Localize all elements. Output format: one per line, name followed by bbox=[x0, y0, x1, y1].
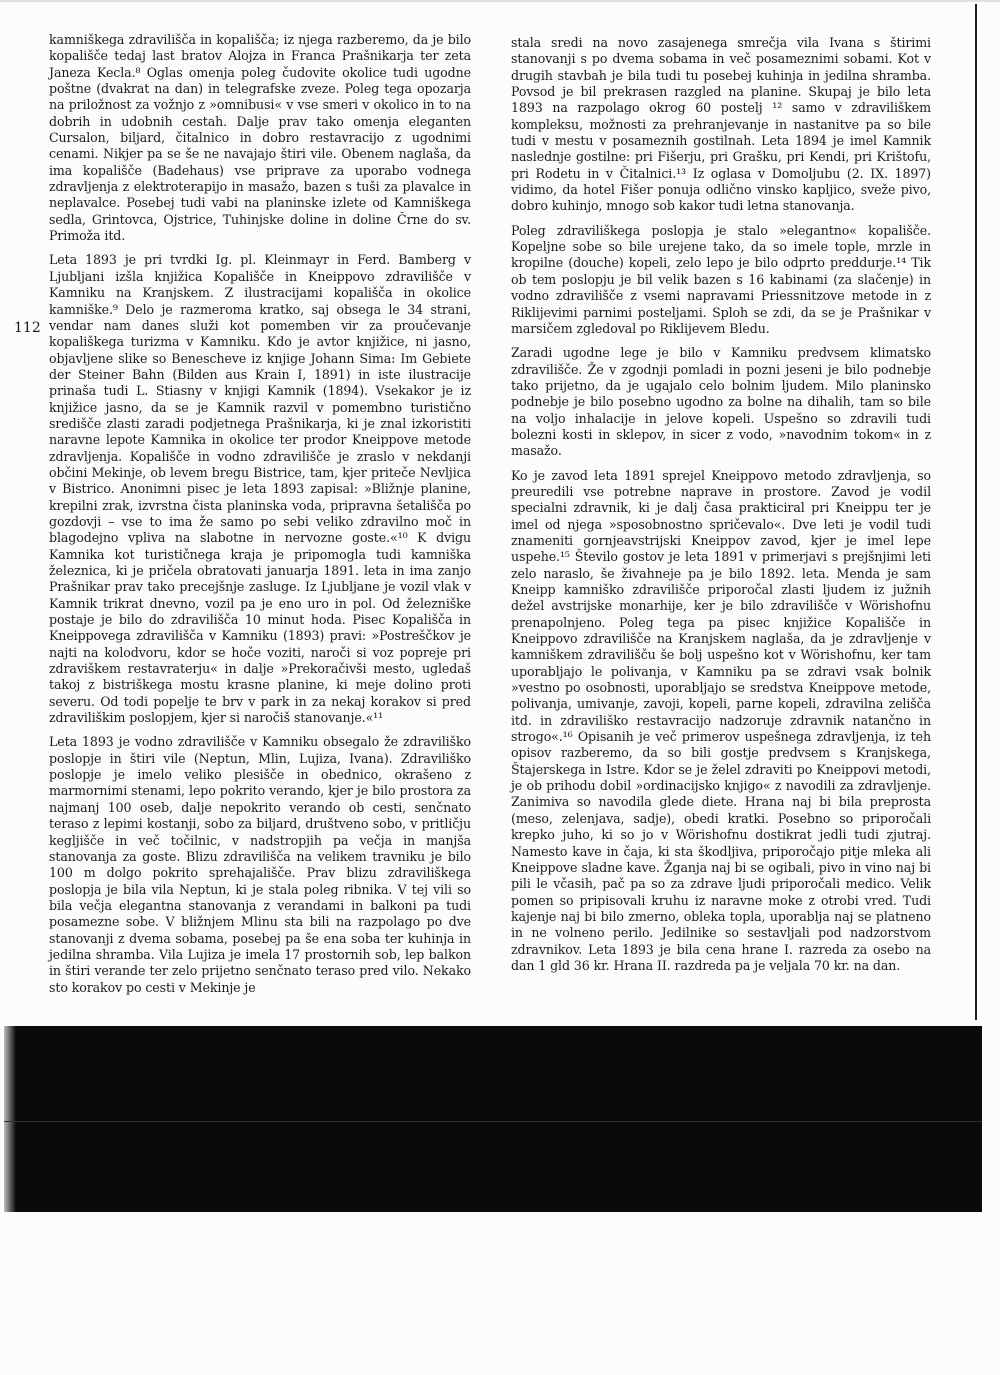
left-column bbox=[49, 32, 471, 1004]
page-number: 112 bbox=[14, 320, 41, 336]
scan-top-edge bbox=[0, 0, 1000, 2]
black-scan-band bbox=[4, 1026, 982, 1212]
paragraph: Leta 1893 je pri tvrdki Ig. pl. Kleinmayr in Ferd. Bamberg v Ljubljani izšla knjižica Kopališče in Kneippovo zdravilišče v Kamniku na Kranjskem. Z ilustracijami kopališča in okolice kamniške.⁹ Delo je razmeroma kratko, saj obsega le 34 strani, vendar nam danes služi kot pomemben vir za proučevanje kopališkega turizma v Kamniku. Kdo je avtor knjižice, ni jasno, objavljene slike so Benescheve iz knjige Johann Sima: Im Gebiete der Steiner Bahn (Bilden aus Krain I, 1891) in iste ilustracije prinaša tudi L. Stiasny v knjigi Kamnik (1894). Vsekakor je iz knjižice jasno, da se je Kamnik razvil v pomembno turistično središče zlasti zaradi podjetnega Prašnikarja, ki je znal izkoristiti naravne lepote Kamnika in okolice ter prodor Kneippove metode zdravljenja. Kopališče in vodno zdravilišče je zraslo v nekdanji občini Mekinje, ob levem bregu Bistrice, tam, kjer priteče Nevljica v Bistrico. Anonimni pisec je leta 1893 zapisal: »Bližnje planine, krepilni zrak, izvrstna čista planinska voda, pripravna šetališča po gozdovji – vse to ima že samo po sebi veliko zdravilno moč in blagodejno vpliva na slabotne in nervozne goste.«¹⁰ K dvigu Kamnika kot turističnega kraja je pripomogla tudi kamniška železnica, ki je pričela obratovati januarja 1891. leta in ima zanjo Prašnikar prav tako precejšnje zasluge. Iz Ljubljane je vozil vlak v Kamnik trikrat dnevno, vozil pa je eno uro in pol. Od železniške postaje je bilo do zdravilišča 10 minut hoda. Pisec Kopališča in Kneippovega zdravilišča v Kamniku (1893) pravi: »Postreščkov je najti na kolodvoru, kdor se hoče voziti, naroči si voz popreje pri zdraviškem restavraterju« in dalje »Prekoračivši mesto, ugledaš takoj z bistriškega mostu krasne planine, ki meje dolino proti severu. Od todi popelje te brv v park in za nekaj korakov si pred zdraviliškim poslopjem, kjer si naročiš stanovanje.«¹¹ bbox=[49, 252, 471, 726]
vertical-rule bbox=[975, 4, 977, 1020]
paragraph: Ko je zavod leta 1891 sprejel Kneippovo metodo zdravljenja, so preuredili vse potrebne naprave in prostore. Zavod je vodil specialni zdravnik, ki je dalj časa prakticiral pri Kneippu ter je imel od njega »sposobnostno spričevalo«. Dve leti je vodil tudi znameniti gornjeavstrijski Kneippov zavod, kjer je imel lepe uspehe.¹⁵ Število gostov je leta 1891 v primerjavi s prejšnjimi leti zelo naraslo, še živahneje pa je bilo 1892. leta. Menda je sam Kneipp kamniško zdravilišče priporočal zlasti ljudem iz južnih dežel avstrijske monarhije, ker je bilo zdravilišče v Wörishofnu prenapolnjeno. Poleg tega pa pisec knjižice Kopališče in Kneippovo zdravilišče na Kranjskem naglaša, da je zdravljenje v kamniškem zdravilišču še bolj uspešno kot v Wörishofnu, ker tam uporabljajo le polivanja, v Kamniku pa se zdravi vsak bolnik »vestno po osobnosti, uporabljajo se sredstva Kneippove metode, polivanja, umivanje, zavoji, kopeli, parne kopeli, zdravilna zelišča itd. in zdraviliško restavracijo nadzoruje zdravnik natančno in strogo«.¹⁶ Opisanih je več primerov uspešnega zdravljenja, iz teh opisov razberemo, da so bili gostje predvsem s Kranjskega, Štajerskega in Istre. Kdor se je želel zdraviti po Kneippovi metodi, je ob prihodu dobil »ordinacijsko knjigo« z navodili za zdravljenje. Zanimiva so navodila glede diete. Hrana naj bi bila preprosta (meso, zelenjava, sadje), obedi kratki. Posebno so priporočali krepko juho, ki so jo v Wörishofnu dostikrat jedli tudi zjutraj. Namesto kave in čaja, ki sta škodljiva, priporočajo pitje mleka ali Kneippove sladne kave. Žganja naj bi se ogibali, pivo in vino naj bi pili le včasih, pač pa so za zdrave ljudi priporočali medico. Velik pomen so pripisovali kruhu iz naravne moke z otrobi vred. Tudi kajenje naj bi bilo zmerno, obleka topla, uporablja naj se platneno in ne volneno perilo. Jedilnike so sestavljali pod nadzorstvom zdravnikov. Leta 1893 je bila cena hrane I. razreda za osebo na dan 1 gld 36 kr. Hrana II. razdreda pa je veljala 70 kr. na dan. bbox=[511, 467, 931, 973]
paragraph: Poleg zdraviliškega poslopja je stalo »elegantno« kopališče. Kopeljne sobe so bile urejene tako, da so imele tople, mrzle in kropilne (douche) kopeli, zelo lepo je bilo odprto preddurje.¹⁴ Tik ob tem poslopju je bil velik bazen s 16 kabinami (za slačenje) in vodno zdravilišče z vsemi napravami Priessnitzove metode in z Riklijevimi parnimi posteljami. Sploh se zdi, da se je Prašnikar v marsičem zgledoval po Riklijevem Bledu. bbox=[511, 222, 931, 336]
right-column bbox=[511, 35, 931, 982]
paragraph: Leta 1893 je vodno zdravilišče v Kamniku obsegalo že zdraviliško poslopje in štiri vile (Neptun, Mlin, Lujiza, Ivana). Zdraviliško poslopje je imelo veliko plesišče in obednico, okrašeno z marmornimi stenami, lepo pokrito verando, kjer je bilo prostora za najmanj 100 oseb, dalje nepokrito verando ob cesti, senčnato teraso z lepimi kostanji, sobo za biljard, društveno sobo, v pritličju kegljišče in več točilnic, v nadstropjih pa večja in manjša stanovanja za goste. Blizu zdravilišča na velikem travniku je bilo 100 m dolgo pokrito sprehajališče. Prav blizu zdraviliškega poslopja je bila vila Neptun, ki je stala poleg ribnika. V tej vili so bila večja elegantna stanovanja z verandami in balkoni pa tudi posamezne sobe. V bližnjem Mlinu sta bili na razpolago po dve stanovanji z dvema sobama, posebej pa še ena soba ter kuhinja in jedilna shramba. Vila Lujiza je imela 17 prostornih sob, lep balkon in štiri verande ter zelo prijetno senčnato teraso pred vilo. Nekako sto korakov po cesti v Mekinje je bbox=[49, 734, 471, 995]
paragraph: kamniškega zdravilišča in kopališča; iz njega razberemo, da je bilo kopališče tedaj last bratov Alojza in Franca Prašnikarja ter zeta Janeza Kecla.⁸ Oglas omenja poleg čudovite okolice tudi ugodne poštne (dvakrat na dan) in telegrafske zveze. Poleg tega opozarja na priložnost za vožnjo z »omnibusi« v vse smeri v okolico in to na dobrih in udobnih cestah. Dalje prav tako omenja eleganten Cursalon, biljard, čitalnico in dobro restavracijo z ugodnimi cenami. Nikjer pa se še ne navajajo štiri vile. Obenem naglaša, da ima kopališče (Badehaus) vse priprave za uporabo vodnega zdravljenja z elektroterapijo in masažo, bazen s tuši za plavalce in neplavalce. Posebej tudi vabi na planinske izlete od Kamniškega sedla, Grintovca, Ojstrice, Tuhinjske doline in doline Črne do sv. Primoža itd. bbox=[49, 32, 471, 244]
paragraph: stala sredi na novo zasajenega smrečja vila Ivana s štirimi stanovanji s po dvema sobama in več posameznimi sobami. Kot v drugih stavbah je bila tudi tu posebej kuhinja in jedilna shramba. Povsod je bil prekrasen razgled na planine. Skupaj je bilo leta 1893 na razpolago okrog 60 postelj ¹² samo v zdraviliškem kompleksu, možnosti za prehranjevanje in nastanitve pa so bile tudi v mestu v posameznih gostilnah. Leta 1894 je imel Kamnik naslednje gostilne: pri Fišerju, pri Grašku, pri Kendi, pri Krištofu, pri Rodetu in v Čitalnici.¹³ Iz oglasa v Domoljubu (2. IX. 1897) vidimo, da hotel Fišer ponuja odlično vinsko kapljico, sveže pivo, dobro kuhinjo, mnogo sob kakor tudi letna stanovanja. bbox=[511, 35, 931, 214]
paragraph: Zaradi ugodne lege je bilo v Kamniku predvsem klimatsko zdravilišče. Že v zgodnji pomladi in pozni jeseni je bilo podnebje tako prijetno, da je ugajalo celo bolnim ljudem. Milo planinsko podnebje je bilo posebno ugodno za bolne na dihalih, tam so bile na voljo inhalacije in jelove kopeli. Uspešno so zdravili tudi bolezni kosti in sklepov, in sicer z vodo, »navodnim tokom« in z masažo. bbox=[511, 345, 931, 459]
